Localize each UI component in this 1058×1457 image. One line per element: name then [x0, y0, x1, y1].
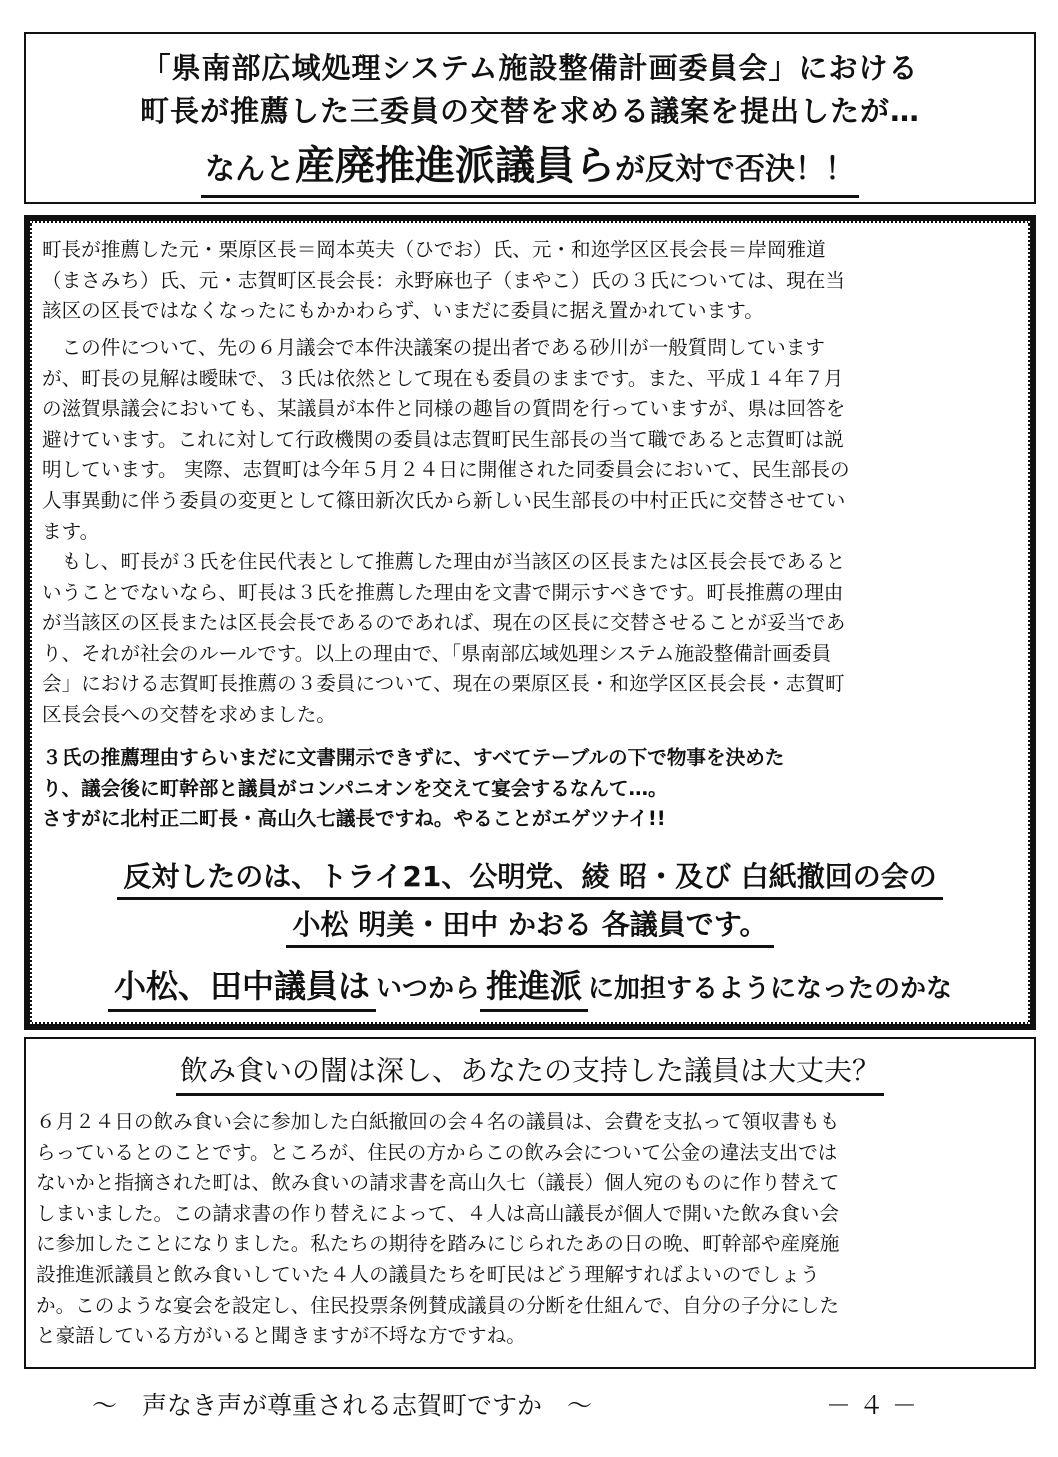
main-article-box: [24, 215, 1036, 1030]
question-part-3: 推進派: [480, 961, 588, 1012]
headline-pre: なんと: [205, 152, 295, 187]
text-line: 該区の区長ではなくなったにもかかわらず、いまだに委員に据え置かれています。: [42, 299, 764, 323]
question-line: [32, 961, 1028, 1012]
question-part-2: いつから: [375, 974, 480, 1004]
text-line: り、それが社会のルールです。以上の理由で、「県南部広域処理システム施設整備計画委員: [42, 641, 832, 665]
drinking-party-paragraph: [36, 1107, 1016, 1352]
paragraph-1: [42, 235, 1022, 327]
text-line: ます。: [42, 519, 100, 543]
headline-emphasis: 産廃推進派議員ら: [295, 143, 615, 189]
text-line: 避けています。これに対して行政機関の委員は志賀町民生部長の当て職であると志賀町は説: [42, 427, 844, 451]
text-line: 人事異動に伴う委員の変更として篠田新次氏から新しい民生部長の中村正氏に交替させてい: [42, 488, 846, 512]
question-part-4: に加担するようになったのかな: [588, 974, 953, 1004]
text-line: 会」における志賀町長推薦の３委員について、現在の栗原区長・和迩学区区長会長・志賀町: [42, 672, 845, 696]
text-line: らっているとのことです。ところが、住民の方からこの飲み会について公金の違法支出では: [36, 1140, 838, 1164]
headline-line-3: [26, 134, 1034, 198]
headline-line-1: 「県南部広域処理システム施設整備計画委員会」における: [141, 51, 919, 85]
text-line: か。このような宴会を設定し、住民投票条例賛成議員の分断を仕組んで、自分の子分にした: [36, 1293, 839, 1317]
headline-underline: [201, 134, 859, 198]
text-line: ６月２４日の飲み食い会に参加した白紙撤回の会４名の議員は、会費を支払って領収書もも: [36, 1110, 840, 1133]
text-line: いうことでないなら、町長は３氏を推薦した理由を文書で開示すべきです。町長推薦の理由: [42, 580, 844, 604]
drinking-party-box: [24, 1037, 1036, 1369]
headline-line-2: 町長が推薦した三委員の交替を求める議案を提出したが…: [139, 94, 920, 128]
text-line: さすがに北村正二町長・高山久七議長ですね。やることがエゲツナイ!!: [42, 807, 666, 831]
question-part-1: 小松、田中議員は: [108, 961, 376, 1012]
text-line: しまいました。この請求書の作り替えによって、４人は高山議長が個人で開いた飲み食い会: [36, 1201, 839, 1225]
text-line: が当該区の区長または区長会長であるのであれば、現在の区長に交替させることが妥当であ: [42, 611, 846, 635]
text-line: り、議会後に町幹部と議員がコンパニオンを交えて宴会するなんて…。: [42, 776, 668, 800]
opposed-line-1: [32, 855, 1028, 900]
paragraph-2: [42, 333, 1022, 547]
text-line: もし、町長が３氏を住民代表として推薦した理由が当該区の区長または区長会長であると: [42, 550, 846, 573]
text-line: 明しています。 実際、志賀町は今年５月２４日に開催された同委員会において、民生部長の: [42, 458, 850, 482]
opposed-line-2-text: 小松 明美・田中 かおる 各議員です。: [286, 903, 773, 948]
headline-post: が反対で否決！！: [615, 152, 855, 187]
paragraph-3: [42, 547, 1022, 731]
text-line: この件について、先の６月議会で本件決議案の提出者である砂川が一般質問しています: [42, 336, 825, 359]
paragraph-4: [42, 743, 1022, 835]
opposed-line-2: [32, 903, 1028, 948]
text-line: の滋賀県議会においても、某議員が本件と同様の趣旨の質問を行っていますが、県は回答を: [42, 397, 846, 421]
text-line: 区長会長への交替を求めました。: [42, 702, 336, 726]
opposed-line-1-text: 反対したのは、トライ21、公明党、綾 昭・及び 白紙撤回の会の: [117, 855, 943, 900]
text-line: ないかと指摘された町は、飲み食いの請求書を高山久七（議長）個人宛のものに作り替えて: [36, 1171, 840, 1195]
drinking-party-title-text: 飲み食いの闇は深し、あなたの支持した議員は大丈夫？: [176, 1049, 884, 1096]
drinking-party-title: [26, 1049, 1034, 1096]
text-line: 設推進派議員と飲み食いしていた４人の議員たちを町民はどう理解すればよいのでしょう: [36, 1262, 820, 1286]
text-line: に参加したことになりました。私たちの期待を踏みにじられたあの日の晩、町幹部や産廃施: [36, 1232, 840, 1256]
footer-slogan: ～ 声なき声が尊重される志賀町ですか ～: [92, 1391, 593, 1420]
headline-box: [24, 32, 1036, 204]
text-line: が、町長の見解は曖昧で、３氏は依然として現在も委員のままです。また、平成１４年７月: [42, 366, 844, 390]
text-line: ３氏の推薦理由すらいまだに文書開示できずに、すべてテーブルの下で物事を決めた: [42, 746, 785, 769]
page-number: － ４ －: [826, 1391, 917, 1420]
text-line: と豪語している方がいると聞きますが不埒な方ですね。: [36, 1324, 526, 1348]
text-line: 町長が推薦した元・栗原区長＝岡本英夫（ひでお）氏、元・和迩学区区長会長＝岸岡雅道: [42, 238, 826, 261]
text-line: （まさみち）氏、元・志賀町区長会長：永野麻也子（まやこ）氏の３氏については、現在当: [42, 268, 845, 292]
